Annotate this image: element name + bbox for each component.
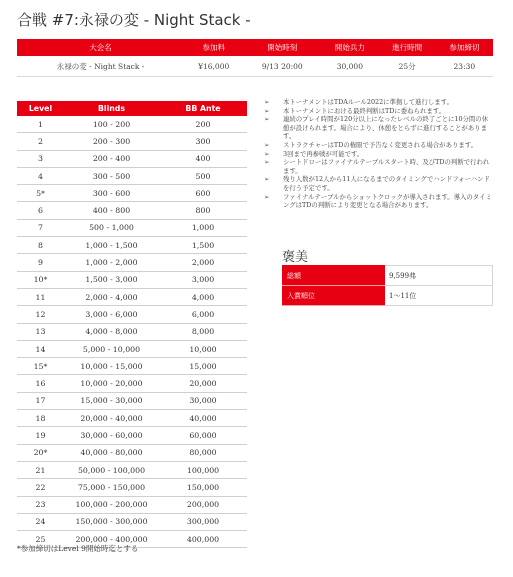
- level-row: [17, 219, 247, 236]
- level-ante: 400: [159, 150, 247, 167]
- rule-text: ストラクチャーはTDの権限で予告なく変更される場合があります。: [283, 140, 478, 149]
- rule-item: [264, 193, 494, 210]
- level-blinds: 300 - 500: [64, 167, 159, 184]
- level-ante: 500: [159, 167, 247, 184]
- level-blinds: 10,000 - 15,000: [64, 358, 159, 375]
- rule-text: 本トーナメントにおける最終判断はTDに委ねられます。: [283, 106, 445, 115]
- level-row: [17, 410, 247, 427]
- level-blinds: 400 - 800: [64, 202, 159, 219]
- rule-item: [264, 158, 494, 175]
- arrow-bullet-icon: ➢: [264, 115, 270, 124]
- level-number: 21: [17, 461, 64, 478]
- rule-text: ファイナルテーブルからショットクロックが導入されます。導入のタイミングはTDの判断により変更となる場合があります。: [283, 192, 492, 210]
- level-ante: 30,000: [159, 392, 247, 409]
- level-ante: 15,000: [159, 358, 247, 375]
- level-ante: 300,000: [159, 513, 247, 530]
- level-number: 4: [17, 167, 64, 184]
- level-row: [17, 271, 247, 288]
- level-row: [17, 444, 247, 461]
- level-number: 18: [17, 410, 64, 427]
- info-header-start-time: 開始時刻: [243, 39, 321, 56]
- level-row: [17, 202, 247, 219]
- arrow-bullet-icon: ➢: [264, 158, 270, 167]
- levels-header-blinds: Blinds: [64, 101, 159, 116]
- level-row: [17, 306, 247, 323]
- level-number: 17: [17, 392, 64, 409]
- rule-item: [264, 115, 494, 141]
- level-blinds: 40,000 - 80,000: [64, 444, 159, 461]
- level-blinds: 20,000 - 40,000: [64, 410, 159, 427]
- level-blinds: 3,000 - 6,000: [64, 306, 159, 323]
- level-number: 14: [17, 340, 64, 357]
- level-number: 20*: [17, 444, 64, 461]
- level-row: [17, 496, 247, 513]
- level-row: [17, 513, 247, 530]
- level-blinds: 150,000 - 300,000: [64, 513, 159, 530]
- prize-row-places: [283, 286, 493, 306]
- tournament-info-table: [17, 39, 493, 77]
- info-value-name: 永禄の変 - Night Stack -: [17, 56, 184, 77]
- level-ante: 200,000: [159, 496, 247, 513]
- level-row: [17, 358, 247, 375]
- level-blinds: 5,000 - 10,000: [64, 340, 159, 357]
- level-ante: 2,000: [159, 254, 247, 271]
- rule-text: シートドローはファイナルテーブルスタート時、及びTDの判断で行われます。: [283, 158, 490, 175]
- rule-item: [264, 175, 494, 192]
- arrow-bullet-icon: ➢: [264, 192, 270, 201]
- level-row: [17, 150, 247, 167]
- level-ante: 60,000: [159, 427, 247, 444]
- level-row: [17, 427, 247, 444]
- level-ante: 200: [159, 116, 247, 133]
- level-number: 25: [17, 531, 64, 548]
- level-number: 19: [17, 427, 64, 444]
- prize-title: 褒美: [282, 250, 309, 265]
- info-header-late-reg: 参加締切: [436, 39, 493, 56]
- level-blinds: 500 - 1,000: [64, 219, 159, 236]
- prize-value-total: 9,599弗: [385, 266, 493, 286]
- level-number: 10*: [17, 271, 64, 288]
- rule-text: 本トーナメントはTDAルール2022に準拠して進行します。: [283, 98, 453, 106]
- info-value-start-time: 9/13 20:00: [243, 56, 321, 77]
- arrow-bullet-icon: ➢: [264, 175, 270, 184]
- prize-label-places: 入賞順位: [283, 286, 385, 306]
- level-blinds: 1,500 - 3,000: [64, 271, 159, 288]
- level-row: [17, 116, 247, 133]
- arrow-bullet-icon: ➢: [264, 140, 270, 149]
- level-ante: 40,000: [159, 410, 247, 427]
- level-blinds: 75,000 - 150,000: [64, 479, 159, 496]
- level-ante: 150,000: [159, 479, 247, 496]
- level-blinds: 2,000 - 4,000: [64, 288, 159, 305]
- level-blinds: 4,000 - 8,000: [64, 323, 159, 340]
- rule-text: 3回まで再参戦が可能です。: [283, 149, 364, 158]
- info-header-name: 大会名: [17, 39, 184, 56]
- prize-value-places: 1～11位: [385, 286, 493, 306]
- level-row: [17, 461, 247, 478]
- level-ante: 80,000: [159, 444, 247, 461]
- info-value-fee: ¥16,000: [184, 56, 243, 77]
- level-number: 11: [17, 288, 64, 305]
- level-ante: 3,000: [159, 271, 247, 288]
- arrow-bullet-icon: ➢: [264, 149, 270, 158]
- level-ante: 1,000: [159, 219, 247, 236]
- prize-row-total: [283, 266, 493, 286]
- level-row: [17, 479, 247, 496]
- level-blinds: 200,000 - 400,000: [64, 531, 159, 548]
- level-number: 9: [17, 254, 64, 271]
- rule-text: 連続のプレイ時間が120分以上になったレベルの終了ごとに10分間の休憩が設けられます。場合により、休憩をとらずに進行することがあります。: [283, 115, 489, 141]
- level-blinds: 1,000 - 1,500: [64, 237, 159, 254]
- levels-header-row: [17, 101, 247, 116]
- level-blinds: 100 - 200: [64, 116, 159, 133]
- page-title: 合戦 #7:永禄の変 - Night Stack -: [17, 11, 251, 29]
- info-value-level-time: 25分: [378, 56, 435, 77]
- info-value-row: [17, 56, 493, 77]
- rule-item: [264, 98, 494, 107]
- arrow-bullet-icon: ➢: [264, 98, 270, 106]
- level-row: [17, 375, 247, 392]
- level-ante: 8,000: [159, 323, 247, 340]
- info-header-level-time: 進行時間: [378, 39, 435, 56]
- prize-label-total: 総額: [283, 266, 385, 286]
- level-row: [17, 392, 247, 409]
- arrow-bullet-icon: ➢: [264, 106, 270, 115]
- rule-text: 残り人数が12人から11人になるまでのタイミングでハンドフォーハンドを行う予定です。: [283, 175, 490, 192]
- level-number: 23: [17, 496, 64, 513]
- level-blinds: 30,000 - 60,000: [64, 427, 159, 444]
- level-number: 7: [17, 219, 64, 236]
- level-number: 22: [17, 479, 64, 496]
- level-number: 8: [17, 237, 64, 254]
- rule-item: [264, 150, 494, 159]
- info-value-late-reg: 23:30: [436, 56, 493, 77]
- level-blinds: 1,000 - 2,000: [64, 254, 159, 271]
- level-ante: 600: [159, 185, 247, 202]
- level-row: [17, 133, 247, 150]
- info-value-starting-stack: 30,000: [321, 56, 378, 77]
- level-ante: 100,000: [159, 461, 247, 478]
- prize-table: [282, 265, 493, 306]
- level-blinds: 15,000 - 30,000: [64, 392, 159, 409]
- levels-header-level: Level: [17, 101, 64, 116]
- info-header-row: [17, 39, 493, 56]
- levels-header-ante: BB Ante: [159, 101, 247, 116]
- level-ante: 300: [159, 133, 247, 150]
- level-number: 3: [17, 150, 64, 167]
- level-blinds: 10,000 - 20,000: [64, 375, 159, 392]
- level-row: [17, 254, 247, 271]
- rule-item: [264, 107, 494, 116]
- level-ante: 6,000: [159, 306, 247, 323]
- level-blinds: 200 - 300: [64, 133, 159, 150]
- level-number: 13: [17, 323, 64, 340]
- level-ante: 20,000: [159, 375, 247, 392]
- level-ante: 800: [159, 202, 247, 219]
- level-ante: 1,500: [159, 237, 247, 254]
- level-ante: 400,000: [159, 531, 247, 548]
- level-row: [17, 323, 247, 340]
- late-registration-note: *参加締切はLevel 9開始時迄とする: [17, 544, 139, 553]
- level-row: [17, 340, 247, 357]
- level-number: 24: [17, 513, 64, 530]
- level-blinds: 200 - 400: [64, 150, 159, 167]
- level-ante: 4,000: [159, 288, 247, 305]
- level-row: [17, 185, 247, 202]
- level-blinds: 100,000 - 200,000: [64, 496, 159, 513]
- level-number: 16: [17, 375, 64, 392]
- level-row: [17, 237, 247, 254]
- info-header-fee: 参加料: [184, 39, 243, 56]
- level-ante: 10,000: [159, 340, 247, 357]
- level-row: [17, 167, 247, 184]
- blind-structure-table: [17, 101, 247, 548]
- level-blinds: 300 - 600: [64, 185, 159, 202]
- level-number: 15*: [17, 358, 64, 375]
- level-number: 12: [17, 306, 64, 323]
- level-row: [17, 288, 247, 305]
- info-header-starting-stack: 開始兵力: [321, 39, 378, 56]
- rules-list: [264, 98, 494, 210]
- level-number: 2: [17, 133, 64, 150]
- level-blinds: 50,000 - 100,000: [64, 461, 159, 478]
- level-number: 5*: [17, 185, 64, 202]
- level-number: 1: [17, 116, 64, 133]
- level-number: 6: [17, 202, 64, 219]
- rule-item: [264, 141, 494, 150]
